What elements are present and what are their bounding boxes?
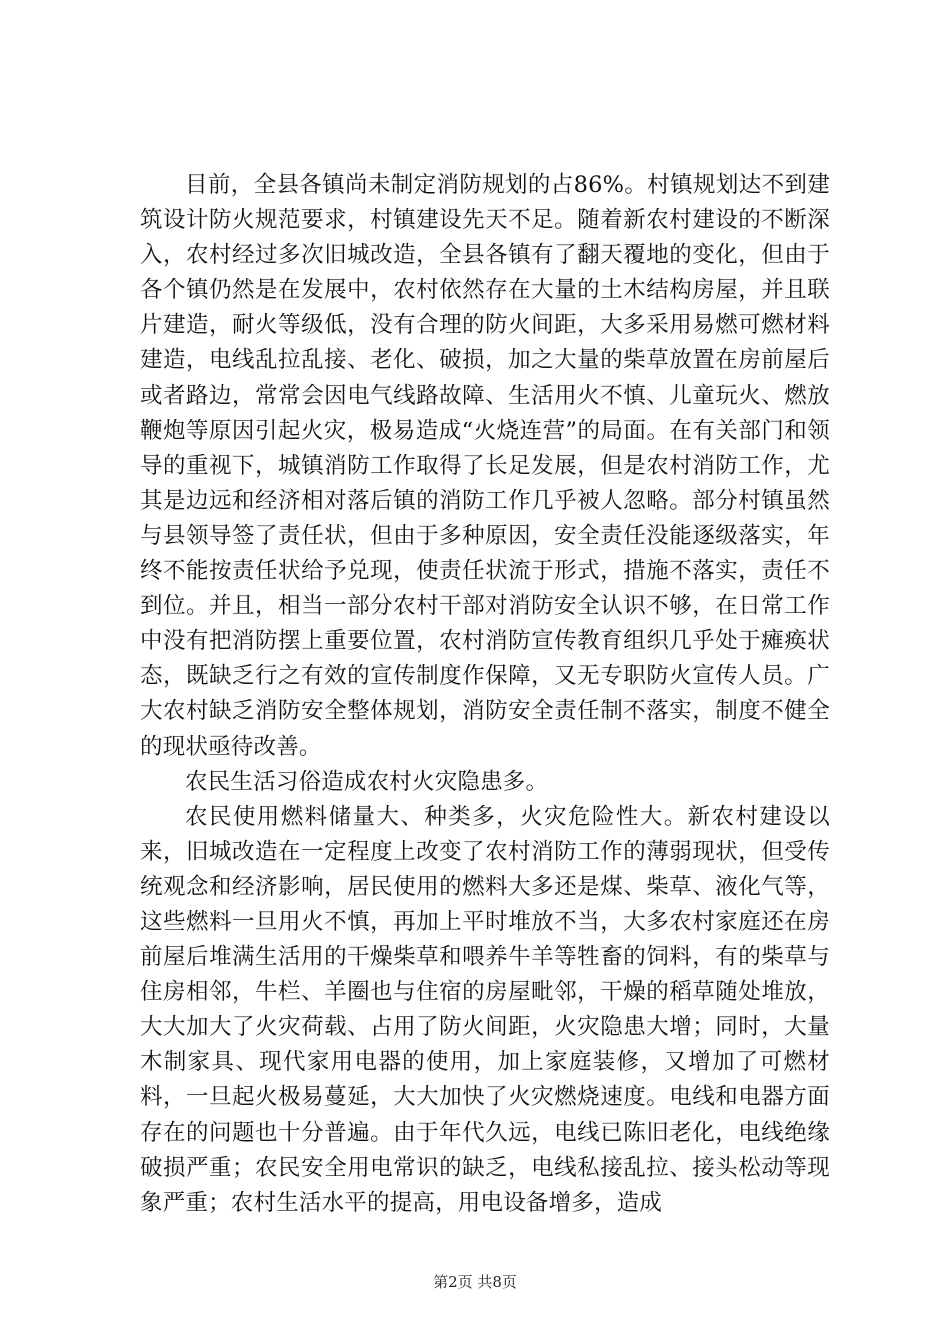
paragraph-fuel-hazards: 农民使用燃料储量大、种类多，火灾危险性大。新农村建设以来，旧城改造在一定程度上改变了农村消防工作的薄弱现状，但受传统观念和经济影响，居民使用的燃料大多还是煤、柴草、液化气等，这些燃料一旦用火不慎，再加上平时堆放不当，大多农村家庭还在房前屋后堆满生活用的干燥柴草和喂养牛羊等牲畜的饲料，有的柴草与住房相邻，牛栏、羊圈也与住宿的房屋毗邻，干燥的稻草随处堆放，大大加大了火灾荷载、占用了防火间距，火灾隐患大增；同时，大量木制家具、现代家用电器的使用，加上家庭装修，又增加了可燃材料，一旦起火极易蔓延，大大加快了火灾燃烧速度。电线和电器方面存在的问题也十分普遍。由于年代久远，电线已陈旧老化，电线绝缘破损严重；农民安全用电常识的缺乏，电线私接乱拉、接头松动等现象严重；农村生活水平的提高，用电设备增多，造成 <box>140 803 830 1216</box>
paragraph-planning-status: 目前，全县各镇尚未制定消防规划的占86%。村镇规划达不到建筑设计防火规范要求，村镇建设先天不足。随着新农村建设的不断深入，农村经过多次旧城改造，全县各镇有了翻天覆地的变化，但由于各个镇仍然是在发展中，农村依然存在大量的土木结构房屋，并且联片建造，耐火等级低，没有合理的防火间距，大多采用易燃可燃材料建造，电线乱拉乱接、老化、破损，加之大量的柴草放置在房前屋后或者路边，常常会因电气线路故障、生活用火不慎、儿童玩火、燃放鞭炮等原因引起火灾，极易造成“火烧连营”的局面。在有关部门和领导的重视下，城镇消防工作取得了长足发展，但是农村消防工作，尤其是边远和经济相对落后镇的消防工作几乎被人忽略。部分村镇虽然与县领导签了责任状，但由于多种原因，安全责任没能逐级落实，年终不能按责任状给予兑现，使责任状流于形式，措施不落实，责任不到位。并且，相当一部分农村干部对消防安全认识不够，在日常工作中没有把消防摆上重要位置，农村消防宣传教育组织几乎处于瘫痪状态，既缺乏行之有效的宣传制度作保障，又无专职防火宣传人员。广大农村缺乏消防安全整体规划，消防安全责任制不落实，制度不健全的现状亟待改善。 <box>140 172 830 760</box>
page-footer: 第2页 共8页 <box>433 1273 517 1291</box>
paragraph-heading-living-habits: 农民生活习俗造成农村火灾隐患多。 <box>185 768 549 795</box>
document-body <box>140 168 830 1221</box>
